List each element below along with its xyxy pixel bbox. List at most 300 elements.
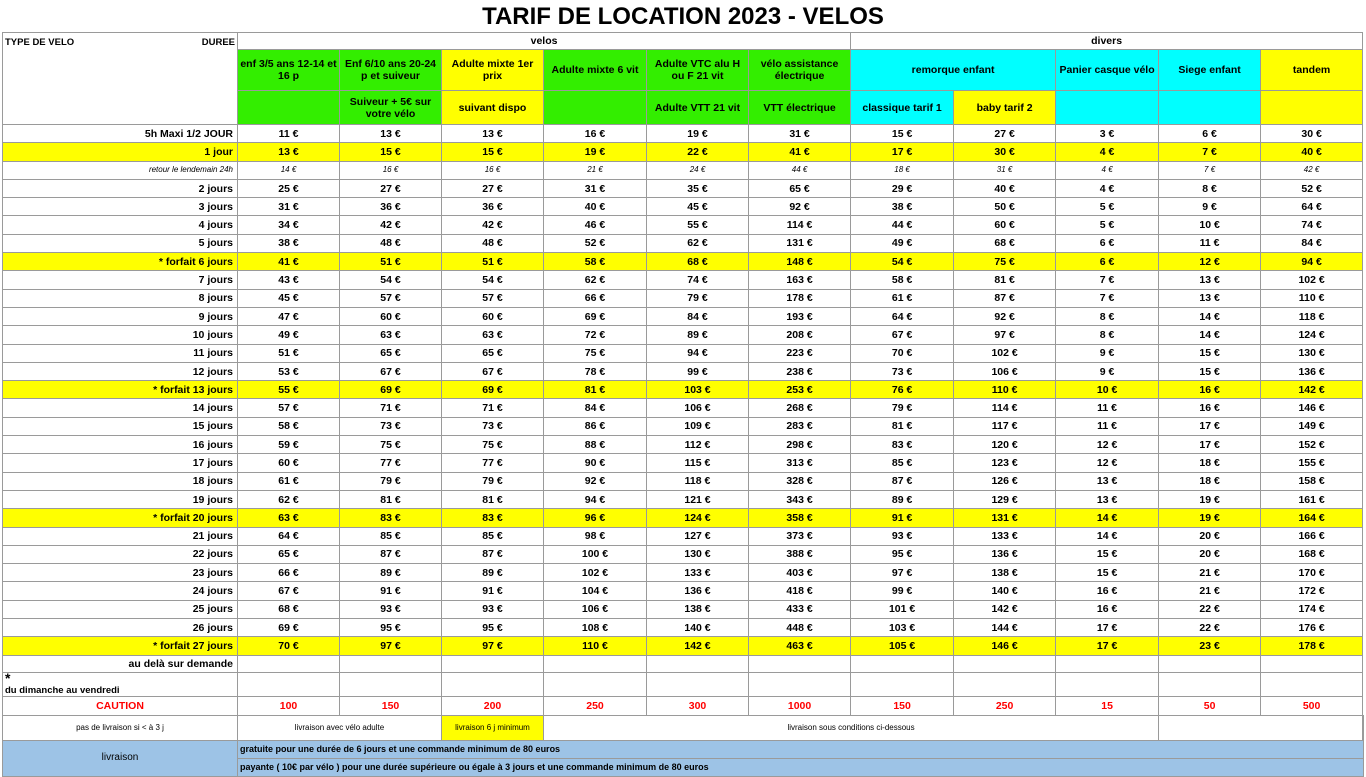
price-cell: 13 € [1056,490,1159,508]
price-cell: 98 € [544,527,647,545]
price-cell: 106 € [647,399,749,417]
livraison-line-gratuite: gratuite pour une durée de 6 jours et une commande minimum de 80 euros [238,740,1364,758]
price-cell: 130 € [1261,344,1363,362]
price-cell: 15 € [1056,545,1159,563]
price-row [3,161,1364,179]
price-cell: 79 € [647,289,749,307]
sub-suiveur: Suiveur + 5€ sur votre vélo [340,91,442,125]
price-cell: 11 € [238,125,340,143]
price-cell: 50 € [954,198,1056,216]
price-cell: 85 € [340,527,442,545]
price-cell: 13 € [1159,271,1261,289]
price-cell: 238 € [749,362,851,380]
price-cell: 27 € [340,179,442,197]
dimanche-note: * du dimanche au vendredi [3,672,238,696]
price-cell: 40 € [544,198,647,216]
price-cell: 138 € [954,564,1056,582]
duree-label: DUREE [201,37,235,48]
price-cell: 44 € [749,161,851,179]
price-cell: 62 € [238,490,340,508]
caution-value: 250 [954,696,1056,715]
price-cell: 103 € [647,381,749,399]
price-cell: 118 € [1261,307,1363,325]
price-cell: 253 € [749,381,851,399]
price-cell: 172 € [1261,582,1363,600]
price-row [3,399,1364,417]
price-cell: 90 € [544,454,647,472]
price-row [3,125,1364,143]
price-cell: 14 € [1056,509,1159,527]
price-cell: 178 € [1261,637,1363,655]
price-cell: 81 € [851,417,954,435]
price-cell: 54 € [340,271,442,289]
sub-mixte6 [544,91,647,125]
price-cell: 92 € [954,307,1056,325]
price-row [3,582,1364,600]
price-cell: 92 € [544,472,647,490]
price-cell: 110 € [1261,289,1363,307]
price-cell: 17 € [1056,619,1159,637]
header-adulte-6-vit: Adulte mixte 6 vit [544,50,647,91]
livraison-pas: pas de livraison si < à 3 j [3,715,238,740]
price-cell: 91 € [340,582,442,600]
livraison-avec-velo: livraison avec vélo adulte [238,715,442,740]
price-cell: 91 € [851,509,954,527]
price-cell: 17 € [1159,436,1261,454]
price-cell: 79 € [340,472,442,490]
price-cell: 133 € [954,527,1056,545]
price-cell: 34 € [238,216,340,234]
header-siege: Siege enfant [1159,50,1261,91]
price-cell: 68 € [238,600,340,618]
price-cell: 81 € [954,271,1056,289]
price-cell: 84 € [647,307,749,325]
price-cell: 100 € [544,545,647,563]
price-cell: 15 € [1159,344,1261,362]
price-cell: 7 € [1056,289,1159,307]
sub-remorque-classique: classique tarif 1 [851,91,954,125]
price-cell: 22 € [1159,600,1261,618]
price-cell: 16 € [340,161,442,179]
price-cell: 9 € [1159,198,1261,216]
duration-label: 4 jours [3,216,238,234]
price-cell: 60 € [340,307,442,325]
price-cell: 283 € [749,417,851,435]
price-cell: 75 € [340,436,442,454]
price-row [3,253,1364,271]
price-cell: 59 € [238,436,340,454]
price-cell: 21 € [544,161,647,179]
price-cell: 8 € [1056,326,1159,344]
price-cell: 19 € [1159,509,1261,527]
price-cell: 85 € [851,454,954,472]
duration-label: 8 jours [3,289,238,307]
price-cell: 70 € [238,637,340,655]
price-cell: 66 € [238,564,340,582]
price-cell: 21 € [1159,582,1261,600]
price-cell: 14 € [238,161,340,179]
price-row [3,545,1364,563]
price-cell: 223 € [749,344,851,362]
price-row [3,344,1364,362]
price-cell: 15 € [340,143,442,161]
price-cell: 15 € [851,125,954,143]
price-cell: 95 € [340,619,442,637]
price-cell: 17 € [851,143,954,161]
duration-label: 14 jours [3,399,238,417]
price-cell: 146 € [1261,399,1363,417]
header-remorque: remorque enfant [851,50,1056,91]
price-cell: 15 € [1056,564,1159,582]
price-cell: 55 € [238,381,340,399]
price-cell: 30 € [954,143,1056,161]
price-cell: 124 € [1261,326,1363,344]
duration-label: 24 jours [3,582,238,600]
price-cell: 54 € [442,271,544,289]
price-cell: 208 € [749,326,851,344]
duration-label: 16 jours [3,436,238,454]
duration-label: 21 jours [3,527,238,545]
price-cell: 15 € [1159,362,1261,380]
price-cell: 418 € [749,582,851,600]
duration-label: 5h Maxi 1/2 JOUR [3,125,238,143]
price-cell: 97 € [851,564,954,582]
price-cell: 170 € [1261,564,1363,582]
price-cell: 140 € [954,582,1056,600]
price-cell: 22 € [647,143,749,161]
price-cell: 68 € [647,253,749,271]
price-cell: 268 € [749,399,851,417]
price-cell: 110 € [954,381,1056,399]
duration-label: * forfait 20 jours [3,509,238,527]
price-row [3,417,1364,435]
sub-mixte1: suivant dispo [442,91,544,125]
price-cell: 15 € [442,143,544,161]
price-cell: 86 € [544,417,647,435]
price-cell: 69 € [340,381,442,399]
price-cell: 58 € [851,271,954,289]
caution-value: 500 [1261,696,1363,715]
price-cell: 3 € [1056,125,1159,143]
price-cell: 31 € [749,125,851,143]
price-cell: 29 € [851,179,954,197]
price-cell: 89 € [340,564,442,582]
price-cell: 13 € [1056,472,1159,490]
price-cell: 9 € [1056,344,1159,362]
price-cell: 63 € [238,509,340,527]
price-cell: 31 € [544,179,647,197]
price-cell: 81 € [544,381,647,399]
caution-value: 250 [544,696,647,715]
price-cell: 97 € [954,326,1056,344]
price-cell: 67 € [851,326,954,344]
duration-label: 1 jour [3,143,238,161]
duration-label: 15 jours [3,417,238,435]
price-cell: 78 € [544,362,647,380]
livraison-conditions: livraison sous conditions ci-dessous [544,715,1159,740]
price-cell: 10 € [1056,381,1159,399]
price-cell: 25 € [238,179,340,197]
price-row [3,527,1364,545]
price-cell: 74 € [647,271,749,289]
caution-label: CAUTION [3,696,238,715]
price-cell: 114 € [954,399,1056,417]
price-cell: 6 € [1159,125,1261,143]
price-row [3,143,1364,161]
price-cell: 328 € [749,472,851,490]
price-cell: 62 € [647,234,749,252]
price-cell: 193 € [749,307,851,325]
price-cell: 4 € [1056,179,1159,197]
duration-label: 26 jours [3,619,238,637]
price-cell: 81 € [340,490,442,508]
price-cell: 12 € [1056,454,1159,472]
price-cell: 152 € [1261,436,1363,454]
price-cell: 71 € [442,399,544,417]
price-cell: 6 € [1056,253,1159,271]
price-cell: 4 € [1056,161,1159,179]
caution-value: 300 [647,696,749,715]
price-cell: 83 € [340,509,442,527]
price-cell: 67 € [442,362,544,380]
caution-value: 150 [851,696,954,715]
price-cell: 89 € [647,326,749,344]
price-cell: 89 € [442,564,544,582]
price-cell: 84 € [1261,234,1363,252]
price-cell: 127 € [647,527,749,545]
price-cell: 21 € [1159,564,1261,582]
price-cell: 74 € [1261,216,1363,234]
livraison-label: livraison [3,740,238,776]
price-cell: 76 € [851,381,954,399]
price-cell: 18 € [1159,472,1261,490]
header-adulte-vtc: Adulte VTC alu H ou F 21 vit [647,50,749,91]
price-cell: 67 € [238,582,340,600]
price-cell: 17 € [1159,417,1261,435]
price-cell: 87 € [851,472,954,490]
price-cell: 68 € [954,234,1056,252]
sub-enf [238,91,340,125]
price-cell: 8 € [1159,179,1261,197]
price-cell: 75 € [442,436,544,454]
price-cell: 131 € [954,509,1056,527]
price-cell: 174 € [1261,600,1363,618]
price-cell: 148 € [749,253,851,271]
price-cell: 65 € [442,344,544,362]
price-cell: 13 € [1159,289,1261,307]
price-cell: 54 € [851,253,954,271]
price-cell: 57 € [340,289,442,307]
price-cell: 97 € [442,637,544,655]
price-cell: 72 € [544,326,647,344]
price-cell: 67 € [340,362,442,380]
price-cell: 120 € [954,436,1056,454]
price-cell: 114 € [749,216,851,234]
group-velos: velos [238,33,851,50]
price-cell: 51 € [442,253,544,271]
caution-value: 200 [442,696,544,715]
price-cell: 388 € [749,545,851,563]
price-cell: 38 € [851,198,954,216]
price-cell: 16 € [1056,582,1159,600]
price-cell: 13 € [238,143,340,161]
price-cell: 41 € [238,253,340,271]
price-cell: 22 € [1159,619,1261,637]
duration-label: 18 jours [3,472,238,490]
price-row [3,619,1364,637]
price-cell: 94 € [1261,253,1363,271]
price-cell: 14 € [1159,307,1261,325]
price-cell: 60 € [442,307,544,325]
price-row [3,472,1364,490]
price-cell: 69 € [544,307,647,325]
price-cell: 64 € [238,527,340,545]
price-cell: 142 € [954,600,1056,618]
duration-label: 12 jours [3,362,238,380]
price-cell: 43 € [238,271,340,289]
price-cell: 52 € [1261,179,1363,197]
livraison-6j: livraison 6 j minimum [442,715,544,740]
sub-siege [1159,91,1261,125]
price-cell: 373 € [749,527,851,545]
type-label: TYPE DE VELO [5,37,75,48]
sub-vtt-electrique: VTT électrique [749,91,851,125]
price-cell: 313 € [749,454,851,472]
price-cell: 95 € [851,545,954,563]
price-row [3,509,1364,527]
price-cell: 61 € [851,289,954,307]
price-cell: 158 € [1261,472,1363,490]
price-cell: 5 € [1056,198,1159,216]
price-cell: 138 € [647,600,749,618]
price-cell: 17 € [1056,637,1159,655]
price-cell: 14 € [1159,326,1261,344]
price-cell: 73 € [851,362,954,380]
price-cell: 142 € [647,637,749,655]
price-cell: 403 € [749,564,851,582]
price-cell: 57 € [442,289,544,307]
price-cell: 83 € [851,436,954,454]
caution-value: 100 [238,696,340,715]
price-cell: 7 € [1159,143,1261,161]
tarif-table [2,32,1364,777]
price-cell: 358 € [749,509,851,527]
duration-label: 22 jours [3,545,238,563]
price-row [3,179,1364,197]
price-cell: 99 € [851,582,954,600]
price-cell: 64 € [851,307,954,325]
price-cell: 84 € [544,399,647,417]
price-cell: 95 € [442,619,544,637]
group-divers: divers [851,33,1363,50]
price-cell: 19 € [647,125,749,143]
price-cell: 93 € [340,600,442,618]
price-cell: 105 € [851,637,954,655]
price-cell: 58 € [238,417,340,435]
price-cell: 166 € [1261,527,1363,545]
price-cell: 136 € [954,545,1056,563]
duration-label: 9 jours [3,307,238,325]
price-cell: 47 € [238,307,340,325]
price-cell: 77 € [340,454,442,472]
price-row [3,564,1364,582]
price-cell: 79 € [442,472,544,490]
price-cell: 91 € [442,582,544,600]
price-cell: 24 € [647,161,749,179]
duration-label: * forfait 13 jours [3,381,238,399]
price-cell: 133 € [647,564,749,582]
price-row [3,198,1364,216]
type-duree-cell [3,33,238,125]
price-cell: 104 € [544,582,647,600]
livraison-line-payante: payante ( 10€ par vélo ) pour une durée supérieure ou égale à 3 jours et une commande minimum de 80 euros [238,758,1364,776]
price-cell: 69 € [238,619,340,637]
header-panier-casque: Panier casque vélo [1056,50,1159,91]
price-cell: 60 € [954,216,1056,234]
price-row [3,362,1364,380]
price-cell: 30 € [1261,125,1363,143]
price-cell: 52 € [544,234,647,252]
price-cell: 70 € [851,344,954,362]
price-cell: 7 € [1056,271,1159,289]
price-row [3,216,1364,234]
price-cell: 106 € [954,362,1056,380]
price-cell: 164 € [1261,509,1363,527]
price-cell: 42 € [1261,161,1363,179]
price-cell: 48 € [340,234,442,252]
duration-label: 10 jours [3,326,238,344]
price-cell: 7 € [1159,161,1261,179]
duration-label: retour le lendemain 24h [3,161,238,179]
price-cell: 121 € [647,490,749,508]
price-cell: 13 € [442,125,544,143]
price-cell: 20 € [1159,527,1261,545]
price-cell: 102 € [544,564,647,582]
price-cell: 73 € [442,417,544,435]
price-cell: 14 € [1056,527,1159,545]
sub-remorque-baby: baby tarif 2 [954,91,1056,125]
price-cell: 42 € [442,216,544,234]
price-cell: 102 € [954,344,1056,362]
price-cell: 42 € [340,216,442,234]
price-cell: 19 € [1159,490,1261,508]
price-cell: 11 € [1056,417,1159,435]
price-cell: 108 € [544,619,647,637]
price-cell: 61 € [238,472,340,490]
livraison-empty [1159,715,1363,740]
price-cell: 81 € [442,490,544,508]
duration-label: 23 jours [3,564,238,582]
price-cell: 118 € [647,472,749,490]
price-cell: 89 € [851,490,954,508]
price-cell: 140 € [647,619,749,637]
price-cell: 63 € [340,326,442,344]
price-row [3,381,1364,399]
price-cell: 36 € [340,198,442,216]
price-cell: 10 € [1159,216,1261,234]
price-cell: 49 € [238,326,340,344]
price-cell: 115 € [647,454,749,472]
price-cell: 448 € [749,619,851,637]
price-cell: 38 € [238,234,340,252]
price-cell: 87 € [954,289,1056,307]
price-cell: 6 € [1056,234,1159,252]
price-cell: 85 € [442,527,544,545]
au-dela-label: au delà sur demande [3,655,238,672]
price-cell: 11 € [1056,399,1159,417]
header-enf-suiveur: Enf 6/10 ans 20-24 p et suiveur [340,50,442,91]
price-cell: 433 € [749,600,851,618]
